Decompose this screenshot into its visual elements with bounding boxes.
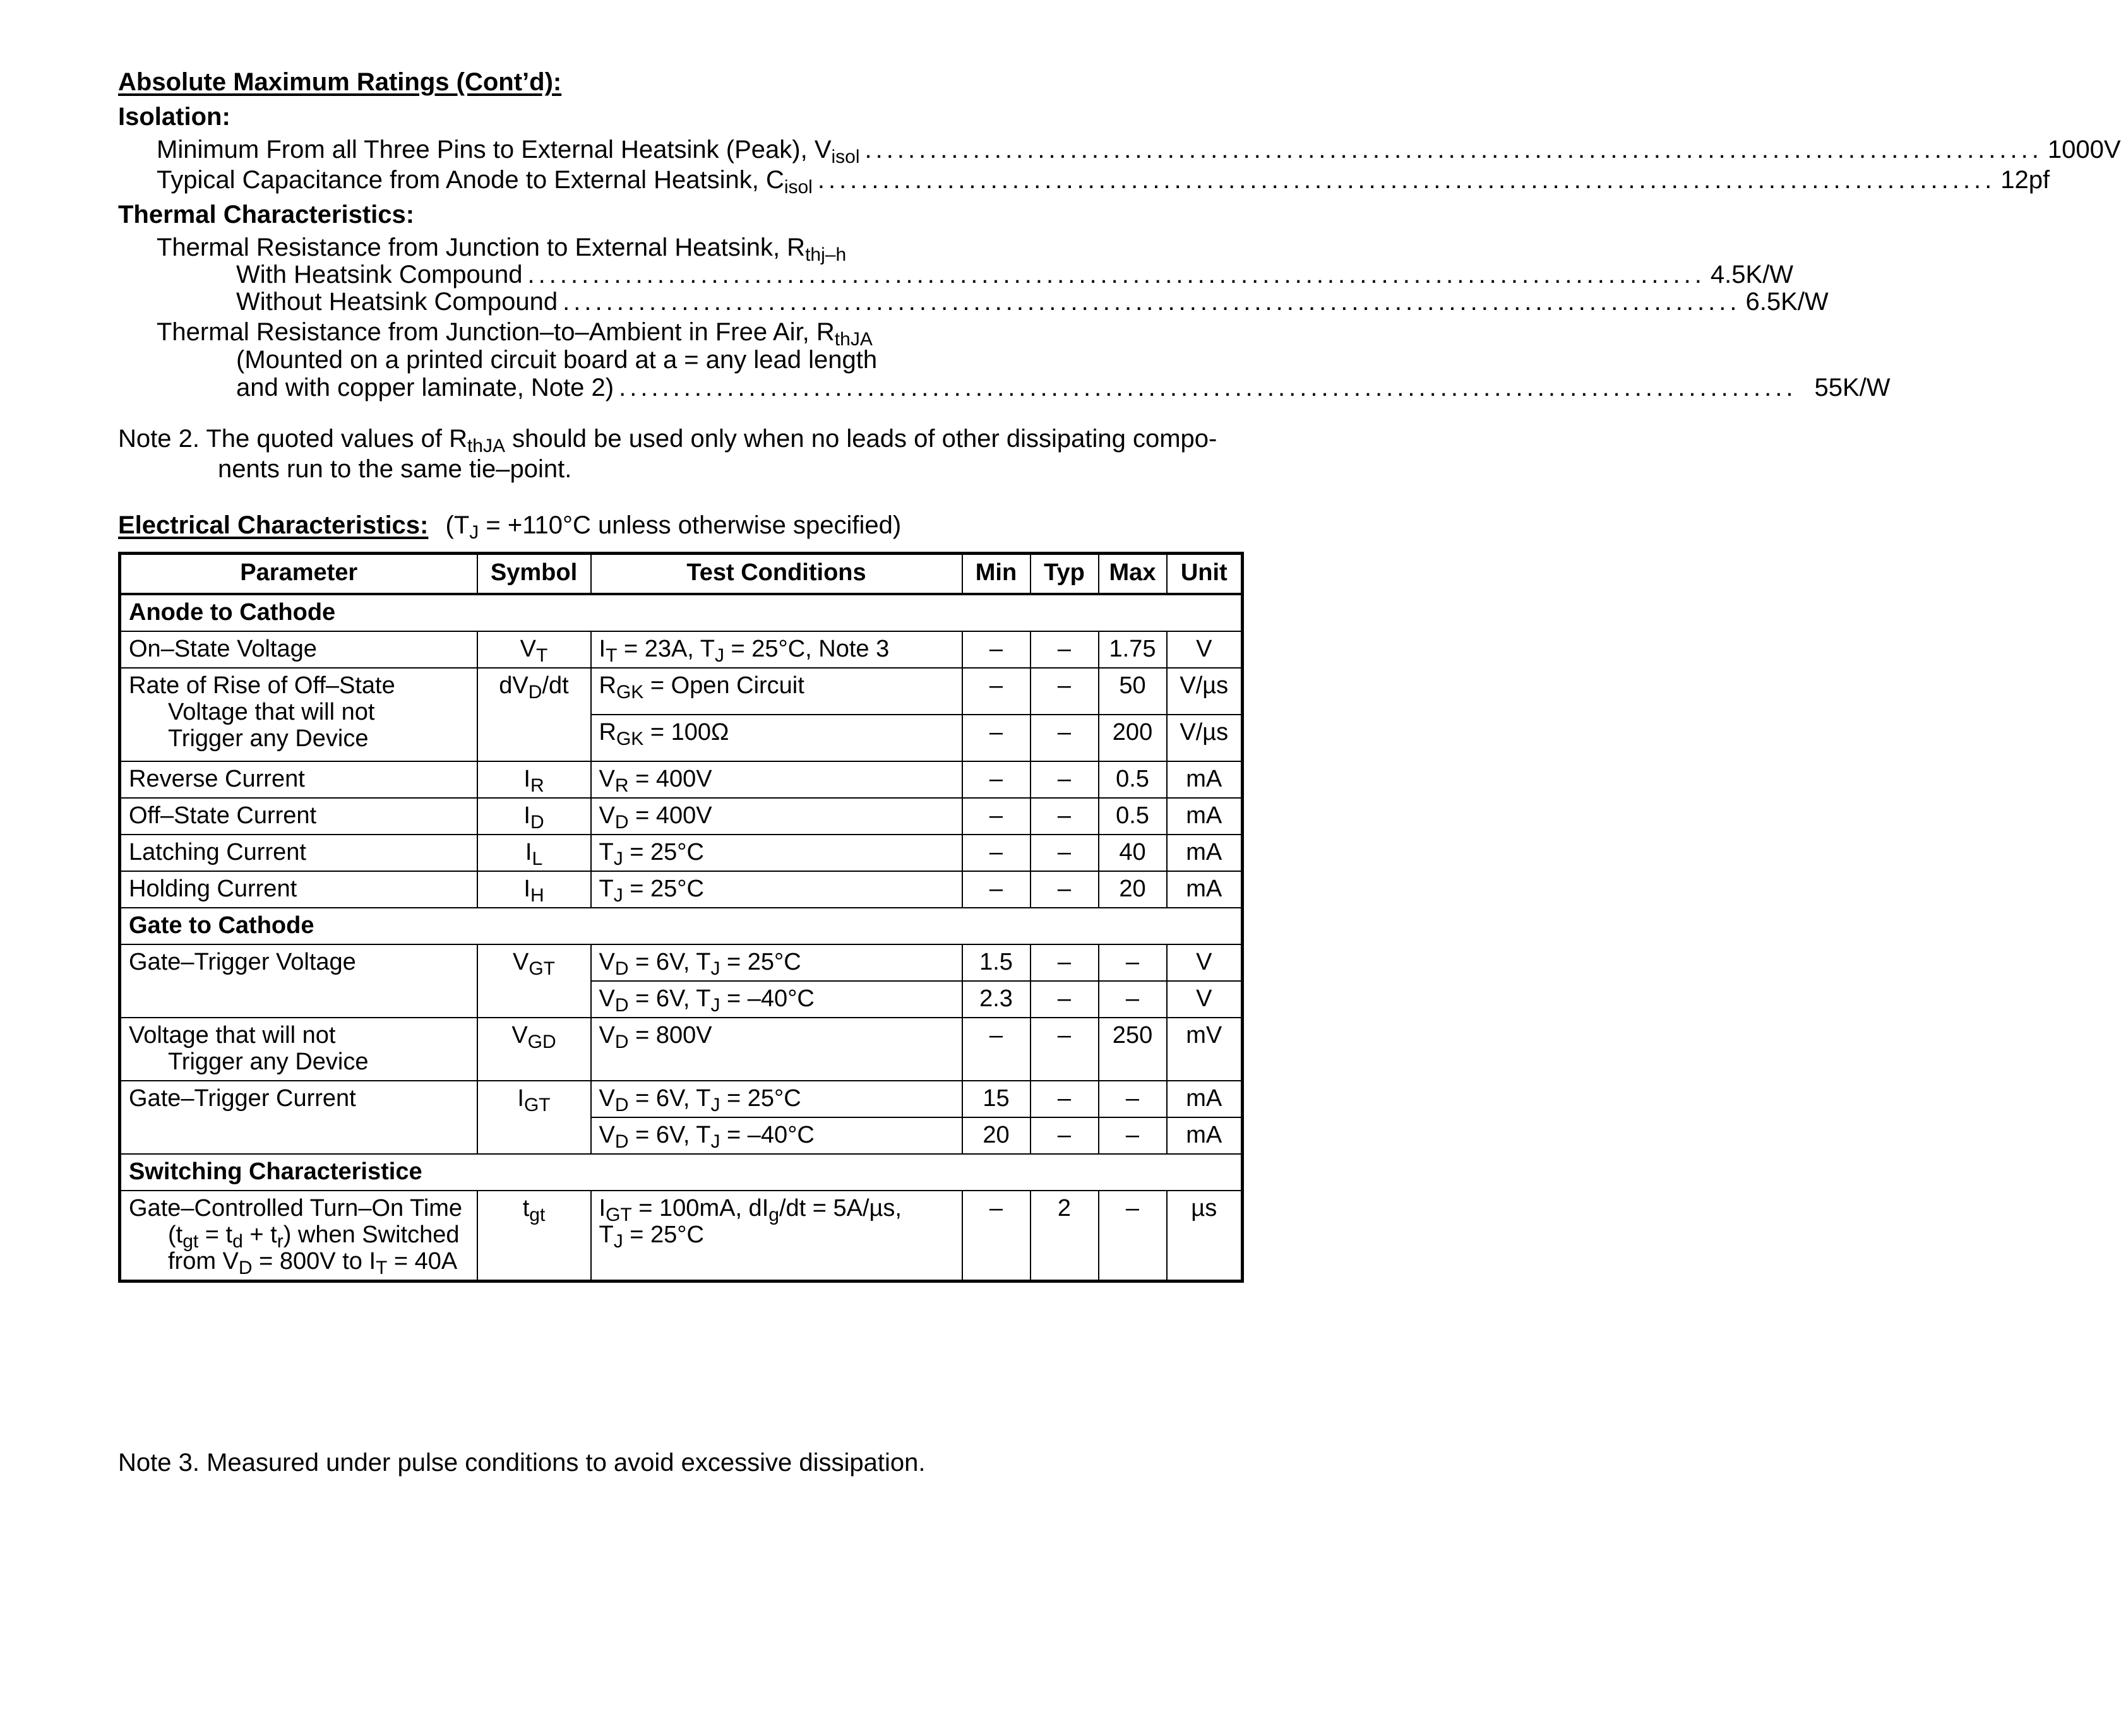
table-row: Latching Current $I_L$ $T_J = 25^\circ C$ – – 40 mA bbox=[120, 835, 1243, 871]
table-row: Holding Current $I_H$ $T_J = 25^\circ C$ – – 20 mA bbox=[120, 871, 1243, 908]
col-header-symbol: Symbol bbox=[477, 554, 591, 595]
table-row: $V_D = 6V$, $T_J = -40^\circ C$ 20 – – mA bbox=[120, 1117, 1243, 1154]
col-header-unit: Unit bbox=[1167, 554, 1243, 595]
section-row: Anode to Cathode bbox=[120, 594, 1243, 631]
col-header-min: Min bbox=[962, 554, 1031, 595]
note-2-continued: nents run to the same tie–point. bbox=[218, 455, 572, 483]
section-row: Gate to Cathode bbox=[120, 908, 1243, 944]
table-row: Voltage that will not Trigger any Device $V_{GD}$ $V_D = 800V$ – – 250 mV bbox=[120, 1018, 1243, 1081]
table-row: $V_D = 6V$, $T_J = -40^\circ C$ 2.3 – – V bbox=[120, 981, 1243, 1018]
col-header-parameter: Parameter bbox=[120, 554, 477, 595]
electrical-table bbox=[118, 552, 1244, 1283]
note-3: Note 3. Measured under pulse conditions to avoid excessive dissipation. bbox=[118, 1449, 926, 1477]
table-header-row bbox=[120, 554, 1243, 595]
isolation-line-1: Minimum From all Three Pins to External Heatsink (Peak), $V_{isol}$ ............................................................................................................. 1000V bbox=[157, 136, 2121, 167]
table-row: Gate–Trigger Voltage $V_{GT}$ $V_D = 6V$, $T_J = 25^\circ C$ 1.5 – – V bbox=[120, 944, 1243, 981]
thermal-rth-ja: Thermal Resistance from Junction–to–Ambient in Free Air, $R_{thJA}$ bbox=[157, 318, 873, 350]
isolation-title: Isolation: bbox=[118, 103, 230, 131]
section-row: Switching Characteristice bbox=[120, 1154, 1243, 1191]
table-row: On–State Voltage $V_T$ $I_T = 23A$, $T_J = 25^\circ C$, Note 3 – – 1.75 V bbox=[120, 631, 1243, 668]
table-row: Rate of Rise of Off–State Voltage that will not Trigger any Device $dV_D/dt$ $R_{GK}$ = Open Circuit – – 50 V/µs bbox=[120, 668, 1243, 715]
table-row: Gate–Controlled Turn–On Time $(t_{gt} = t_d + t_r)$ when Switched from $V_D = 800V$ to $I_T = 40A$ $t_{gt}$ $I_{GT} = 100mA$, $dI_g/dt = 5A/\mu s$, $T_J = 25^\circ C$ – 2 – µs bbox=[120, 1191, 1243, 1281]
col-header-max: Max bbox=[1099, 554, 1167, 595]
table-row: Off–State Current $I_D$ $V_D = 400V$ – – 0.5 mA bbox=[120, 798, 1243, 835]
electrical-heading: Electrical Characteristics: ($T_J = +110^\circ C$ unless otherwise specified) bbox=[118, 511, 902, 543]
table-row: Gate–Trigger Current $I_{GT}$ $V_D = 6V$, $T_J = 25^\circ C$ 15 – – mA bbox=[120, 1081, 1243, 1117]
table-row: $R_{GK} = 100\Omega$ – – 200 V/µs bbox=[120, 715, 1243, 761]
section-heading: Absolute Maximum Ratings (Cont’d): bbox=[118, 68, 562, 96]
thermal-title: Thermal Characteristics: bbox=[118, 201, 415, 229]
thermal-without-compound: Without Heatsink Compound ............................................................................................................. 6.5K/W bbox=[236, 288, 1829, 316]
note-2: Note 2. The quoted values of $R_{thJA}$ should be used only when no leads of other dissipating compo- bbox=[118, 425, 1217, 456]
table-row: Reverse Current $I_R$ $V_R = 400V$ – – 0.5 mA bbox=[120, 761, 1243, 798]
thermal-copper: and with copper laminate, Note 2) ............................................................................................................. 55K/W bbox=[236, 374, 1891, 401]
isolation-line-2: Typical Capacitance from Anode to External Heatsink, $C_{isol}$ ............................................................................................................. 12pf bbox=[157, 166, 2050, 198]
col-header-typ: Typ bbox=[1031, 554, 1099, 595]
thermal-with-compound: With Heatsink Compound ............................................................................................................. 4.5K/W bbox=[236, 261, 1794, 288]
thermal-mounted-note: (Mounted on a printed circuit board at a = any lead length bbox=[236, 346, 878, 374]
thermal-rth-h: Thermal Resistance from Junction to External Heatsink, $R_{thj-h}$ bbox=[157, 234, 847, 265]
col-header-test-conditions: Test Conditions bbox=[591, 554, 962, 595]
